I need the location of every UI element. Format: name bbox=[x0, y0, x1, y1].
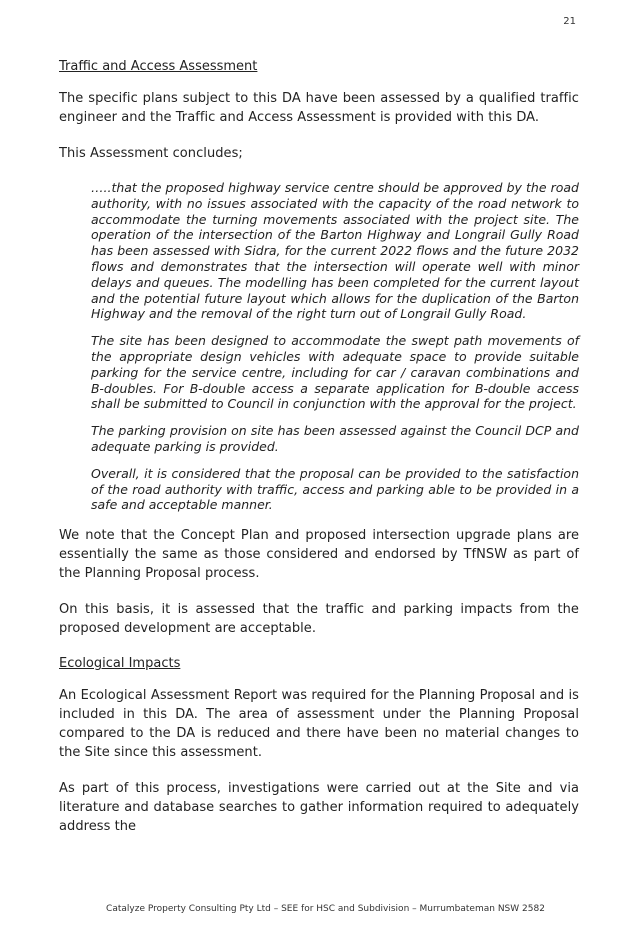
ecological-heading: Ecological Impacts bbox=[59, 656, 181, 672]
page-number: 21 bbox=[563, 16, 576, 27]
traffic-intro-paragraph: The specific plans subject to this DA have been assessed by a qualified traffic engineer and the Traffic and Access Assessment is provided with this DA. bbox=[59, 91, 579, 125]
page-footer: Catalyze Property Consulting Pty Ltd – SEE for HSC and Subdivision – Murrumbateman NSW 2582 bbox=[106, 904, 545, 914]
traffic-heading: Traffic and Access Assessment bbox=[59, 59, 258, 74]
document-body bbox=[59, 58, 579, 853]
quote-paragraph-3: The parking provision on site has been assessed against the Council DCP and adequate parking is provided. bbox=[91, 423, 579, 454]
assessment-concludes-paragraph: This Assessment concludes; bbox=[59, 146, 243, 161]
quote-paragraph-2: The site has been designed to accommodate the swept path movements of the appropriate design vehicles with adequate space to provide suitable parking for the service centre, including for car / caravan combinations and B-doubles. For B-double access a separate application for B-double access shall be submitted to Council in conjunction with the approval for the project. bbox=[91, 333, 579, 412]
quote-paragraph-4: Overall, it is considered that the proposal can be provided to the satisfaction of the road authority with traffic, access and parking able to be provided in a safe and acceptable manner. bbox=[91, 465, 579, 513]
traffic-note-paragraph: We note that the Concept Plan and proposed intersection upgrade plans are essentially the same as those considered and endorsed by TfNSW as part of the Planning Proposal process. bbox=[59, 528, 579, 582]
ecological-paragraph-1: An Ecological Assessment Report was required for the Planning Proposal and is included in this DA. The area of assessment under the Planning Proposal compared to the DA is reduced and there have been no material changes to the Site since this assessment. bbox=[59, 688, 579, 761]
traffic-conclusion-paragraph: On this basis, it is assessed that the traffic and parking impacts from the proposed development are acceptable. bbox=[59, 602, 579, 637]
quote-paragraph-1: …..that the proposed highway service centre should be approved by the road authority, with no issues associated with the capacity of the road network to accommodate the turning movements associated with the project site. The operation of the intersection of the Barton Highway and Longrail Gully Road has been assessed with Sidra, for the current 2022 flows and the future 2032 flows and demonstrates that the intersection will operate well with minor delays and queues. The modelling has been completed for the current layout and the potential future layout which allows for the duplication of the Barton Highway and the removal of the right turn out of Longrail Gully Road. bbox=[91, 180, 579, 322]
ecological-paragraph-2: As part of this process, investigations were carried out at the Site and via literature and database searches to gather information required to adequately address the bbox=[59, 781, 579, 835]
